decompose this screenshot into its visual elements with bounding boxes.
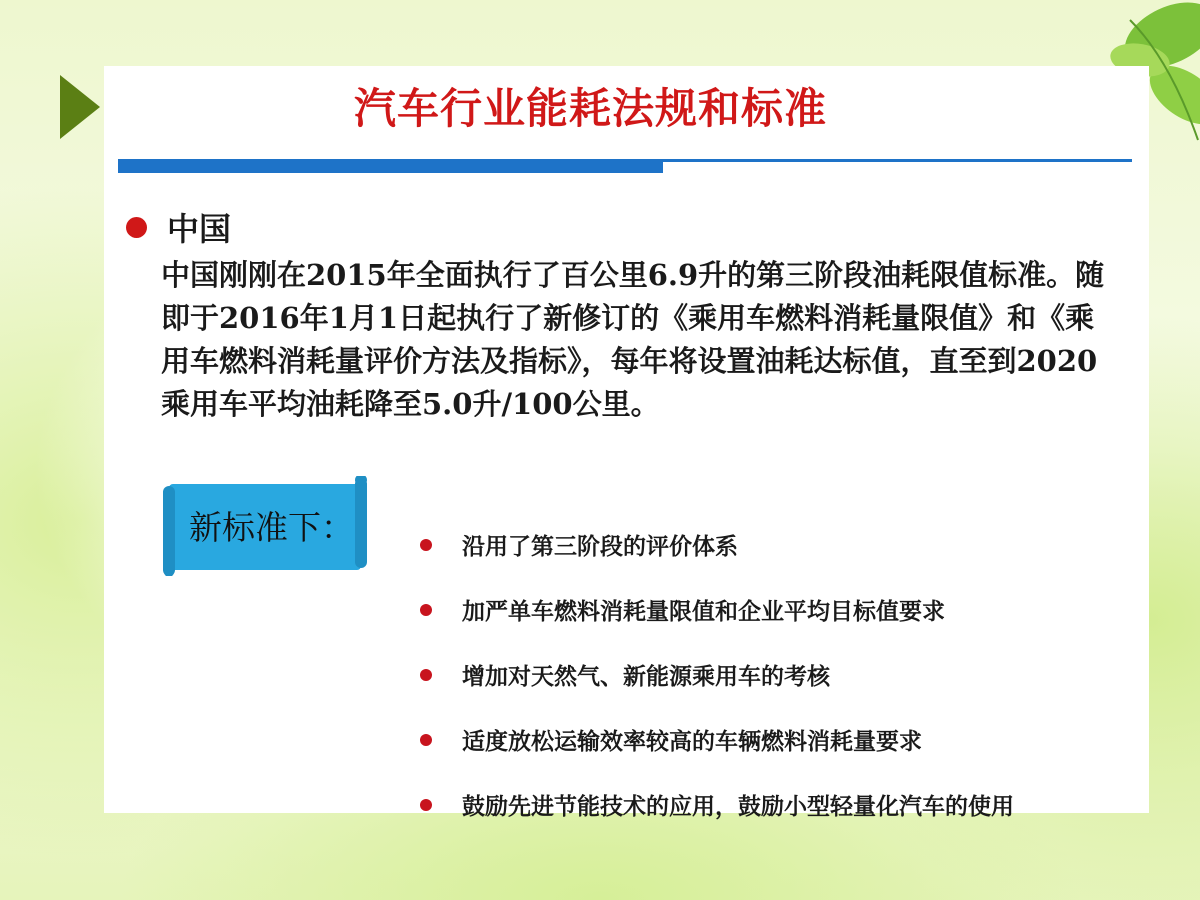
list-item-text: 沿用了第三阶段的评价体系 <box>462 534 738 560</box>
title-divider-thick <box>118 162 663 173</box>
scroll-banner <box>159 476 371 571</box>
triangle-arrow-icon <box>60 75 100 139</box>
red-bullet-icon <box>420 604 432 616</box>
bullet-list <box>420 512 1014 837</box>
list-item <box>420 577 1014 642</box>
slide-title: 汽车行业能耗法规和标准 <box>354 84 828 133</box>
list-item <box>420 512 1014 577</box>
slide-panel <box>104 66 1149 820</box>
section-heading <box>126 204 231 250</box>
list-item <box>420 642 1014 707</box>
list-item-text: 增加对天然气、新能源乘用车的考核 <box>462 664 830 690</box>
red-bullet-icon <box>420 799 432 811</box>
body-paragraph: 中国刚刚在2015年全面执行了百公里6.9升的第三阶段油耗限值标准。随即于2016年1月1日起执行了新修订的《乘用车燃料消耗量限值》和《乘用车燃料消耗量评价方法及指标》，每年将设置油耗达标值，直至到2020乘用车平均油耗降至5.0升/100公里。 <box>161 258 1105 421</box>
red-bullet-icon <box>420 734 432 746</box>
list-item <box>420 707 1014 772</box>
red-bullet-icon <box>420 669 432 681</box>
red-bullet-icon <box>126 217 147 238</box>
red-bullet-icon <box>420 539 432 551</box>
list-item-text: 鼓励先进节能技术的应用，鼓励小型轻量化汽车的使用 <box>462 794 1014 820</box>
section-heading-text: 中国 <box>167 210 232 248</box>
list-item-text: 适度放松运输效率较高的车辆燃料消耗量要求 <box>462 729 922 755</box>
list-item-text: 加严单车燃料消耗量限值和企业平均目标值要求 <box>462 599 945 625</box>
list-item <box>420 772 1014 837</box>
scroll-label: 新标准下： <box>189 508 354 547</box>
